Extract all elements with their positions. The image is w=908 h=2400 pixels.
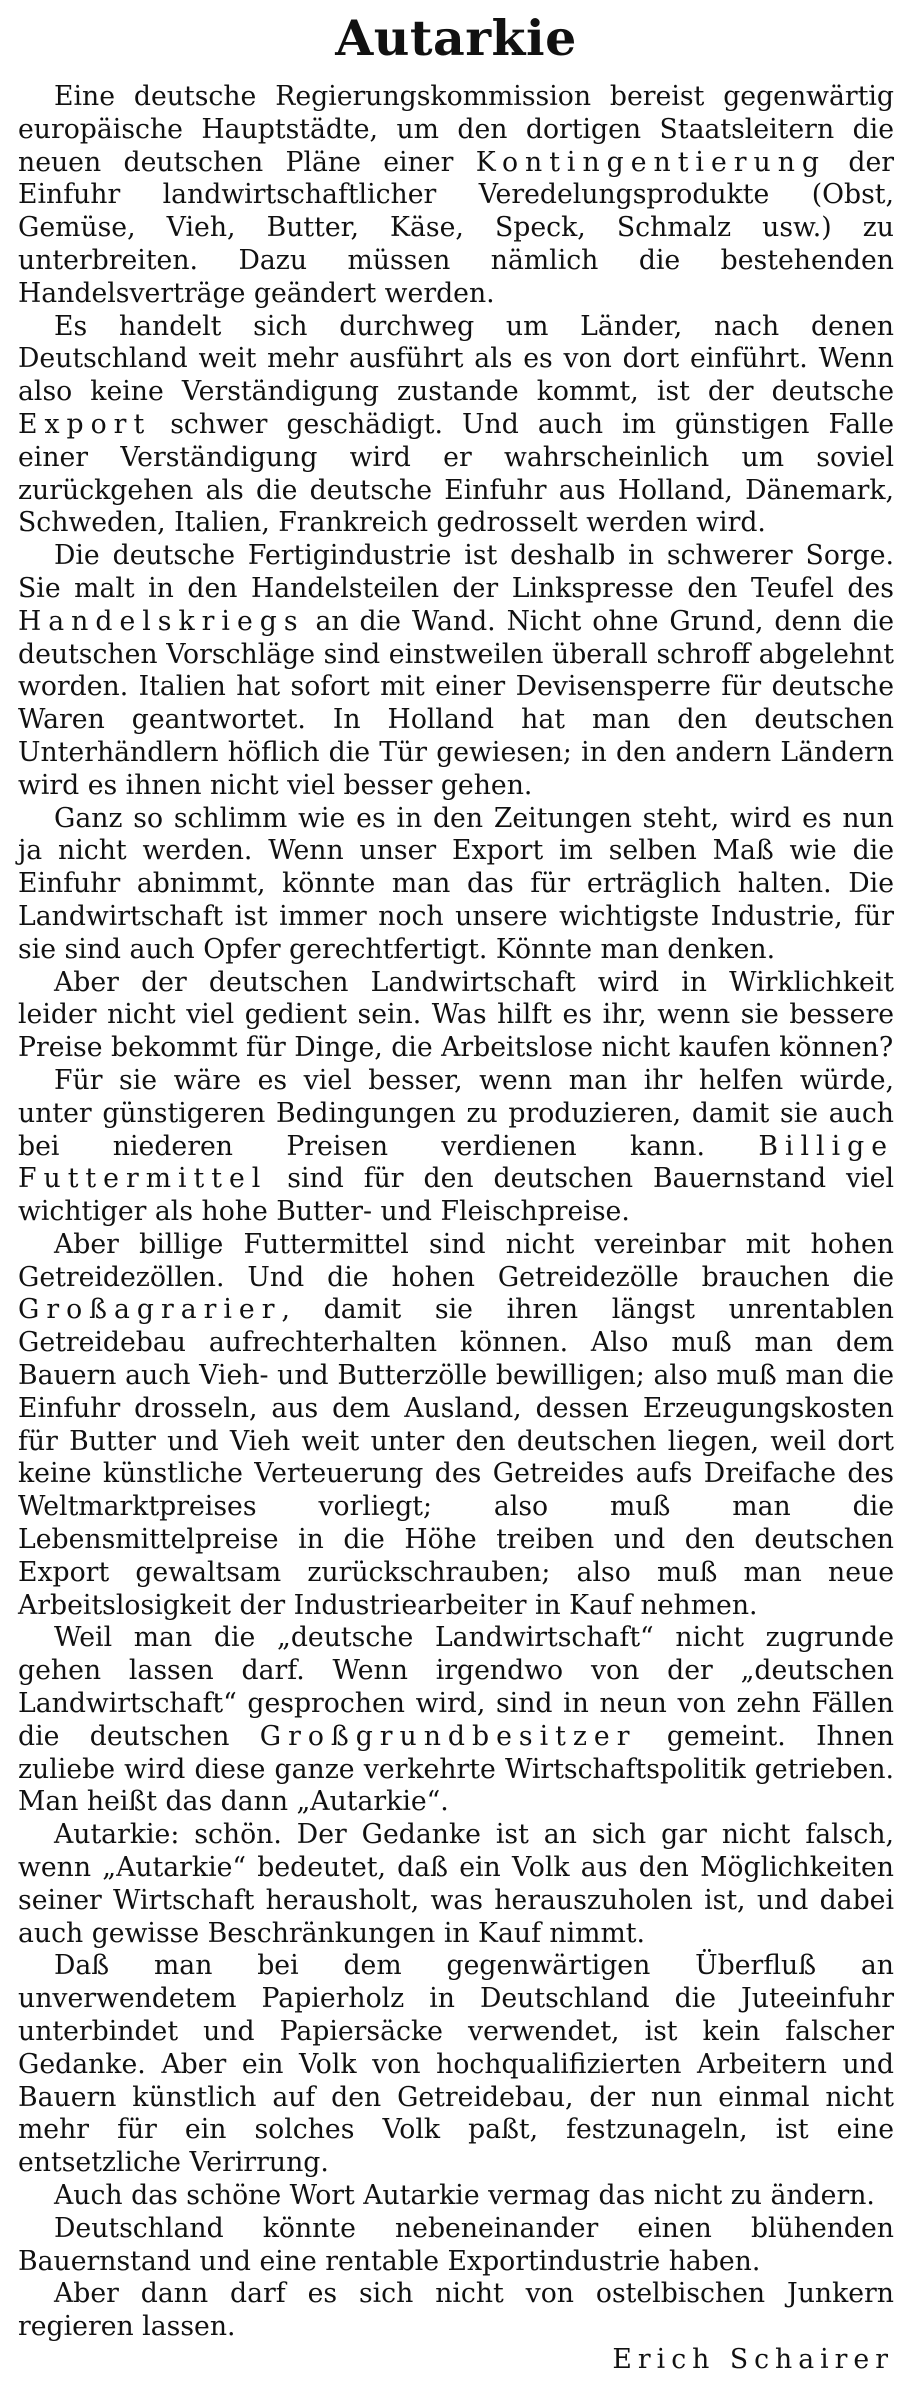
article-paragraph: [18, 803, 894, 967]
article-headline: Autarkie: [335, 9, 577, 67]
paragraph-text: Deutschland könnte nebeneinander einen blühenden Bauernstand und eine rentable Exportindustrie haben.: [18, 2212, 894, 2277]
paragraph-text: Aber dann darf es sich nicht von ostelbischen Junkern regieren lassen.: [18, 2278, 894, 2343]
paragraph-text: schwer geschädigt. Und auch im günstigen Falle einer Verständigung wird er wahrscheinlich um soviel zurückgehen als die deutsche Einfuhr aus Holland, Dänemark, Schweden, Italien, Frankreich gedrosselt werden wird.: [18, 408, 894, 539]
paragraph-text: Es handelt sich durchweg um Länder, nach denen Deutschland weit mehr ausführt als es von dort einführt. Wenn also keine Verständigung zustande kommt, ist der deutsche: [18, 310, 894, 408]
article-body: [18, 81, 894, 2344]
paragraph-text: gemeint. Ihnen zuliebe wird diese ganze verkehrte Wirtschaftspolitik getrieben. Man heißt das dann „Autarkie“.: [18, 1720, 895, 1818]
paragraph-text: Die deutsche Fertigindustrie ist deshalb in schwerer Sorge. Sie malt in den Handelsteilen der Linkspresse den Teufel des: [18, 540, 894, 604]
article-paragraph: [18, 1065, 894, 1229]
paragraph-text: Autarkie: schön. Der Gedanke ist an sich gar nicht falsch, wenn „Autarkie“ bedeutet, daß ein Volk aus den Möglichkeiten seiner Wirtschaft herausholt, was herauszuholen ist, und dabei auch gewisse Beschränkungen in Kauf nimmt.: [18, 1819, 894, 1949]
article-paragraph: [18, 2180, 894, 2213]
article-paragraph: [18, 81, 894, 311]
paragraph-text: sind für den deutschen Bauernstand viel wichtiger als hohe Butter- und Fleischpreise.: [18, 1163, 894, 1228]
article-paragraph: [18, 1950, 894, 2180]
paragraph-text: , damit sie ihren längst unrentablen Getreidebau aufrechterhalten können. Also muß man dem Bauern auch Vieh- und Butterzölle bewilligen; also muß man die Einfuhr drosseln, aus dem Ausland, dessen Erzeugungskosten für Butter und Vieh weit unter den deutschen liegen, weil dort keine künstliche Verteuerung des Getreides aufs Dreifache des Weltmarktpreises vorliegt; also muß man die Lebensmittelpreise in die Höhe treiben und den deutschen Export gewaltsam zurückschrauben; also muß man neue Arbeitslosigkeit der Industriearbeiter in Kauf nehmen.: [18, 1294, 894, 1621]
article-paragraph: [18, 2278, 894, 2344]
paragraph-text: Für sie wäre es viel besser, wenn man ihr helfen würde, unter günstigeren Bedingungen zu produzieren, damit sie auch bei niederen Preisen verdienen kann.: [18, 1064, 894, 1162]
article-paragraph: [18, 1819, 894, 1950]
paragraph-text: an die Wand. Nicht ohne Grund, denn die deutschen Vorschläge sind einstweilen überall schroff abgelehnt worden. Italien hat sofort mit einer Devisensperre für deutsche Waren geantwortet. In Holland hat man den deutschen Unterhändlern höflich die Tür gewiesen; in den andern Ländern wird es ihnen nicht viel besser gehen.: [18, 605, 894, 801]
spaced-emphasis: Großgrundbesitzer: [259, 1720, 637, 1752]
article-paragraph: [18, 311, 894, 541]
spaced-emphasis: Kontingentierung: [475, 146, 826, 178]
article-paragraph: [18, 967, 894, 1065]
paragraph-text: der Einfuhr landwirtschaftlicher Veredelungsprodukte (Obst, Gemüse, Vieh, Butter, Käse, Speck, Schmalz usw.) zu unterbreiten. Dazu müssen nämlich die bestehenden Handelsverträge geändert werden.: [18, 146, 894, 309]
spaced-emphasis: Großagrarier: [18, 1294, 282, 1326]
article-paragraph: [18, 540, 894, 802]
paragraph-text: Auch das schöne Wort Autarkie vermag das nicht zu ändern.: [54, 2180, 875, 2211]
paragraph-text: Eine deutsche Regierungskommission bereist gegenwärtig europäische Hauptstädte, um den dortigen Staatsleitern die neuen deutschen Pläne einer: [18, 81, 894, 178]
paragraph-text: Aber billige Futtermittel sind nicht vereinbar mit hohen Getreidezöllen. Und die hohen Getreidezölle brauchen die: [18, 1228, 894, 1293]
article-paragraph: [18, 1622, 894, 1819]
paragraph-text: Weil man die „deutsche Landwirtschaft“ nicht zugrunde gehen lassen darf. Wenn irgendwo von der „deutschen Landwirtschaft“ gesprochen wird, sind in neun von zehn Fällen die deutschen: [18, 1622, 894, 1752]
paragraph-text: Aber der deutschen Landwirtschaft wird in Wirklichkeit leider nicht viel gedient sein. Was hilft es ihr, wenn sie bessere Preise bekommt für Dinge, die Arbeitslose nicht kaufen können?: [18, 966, 894, 1064]
author-signature: Erich Schairer: [612, 2343, 894, 2375]
paragraph-text: Daß man bei dem gegenwärtigen Überfluß an unverwendetem Papierholz in Deutschland die Juteeinfuhr unterbindet und Papiersäcke verwendet, ist kein falscher Gedanke. Aber ein Volk von hochqualifizierten Arbeitern und Bauern künstlich auf den Getreidebau, der nun einmal nicht mehr für ein solches Volk paßt, festzunageln, ist eine entsetzliche Verirrung.: [18, 1950, 894, 2179]
spaced-emphasis: Export: [18, 408, 152, 440]
article-paragraph: [18, 2213, 894, 2279]
spaced-emphasis: Billige Futtermittel: [18, 1130, 894, 1195]
article-paragraph: [18, 1229, 894, 1623]
spaced-emphasis: Handelskriegs: [18, 605, 305, 637]
paragraph-text: Ganz so schlimm wie es in den Zeitungen steht, wird es nun ja nicht werden. Wenn unser Export im selben Maß wie die Einfuhr abnimmt, könnte man das für erträglich halten. Die Landwirtschaft ist immer noch unsere wichtigste Industrie, für sie sind auch Opfer gerechtfertigt. Könnte man denken.: [18, 802, 894, 965]
